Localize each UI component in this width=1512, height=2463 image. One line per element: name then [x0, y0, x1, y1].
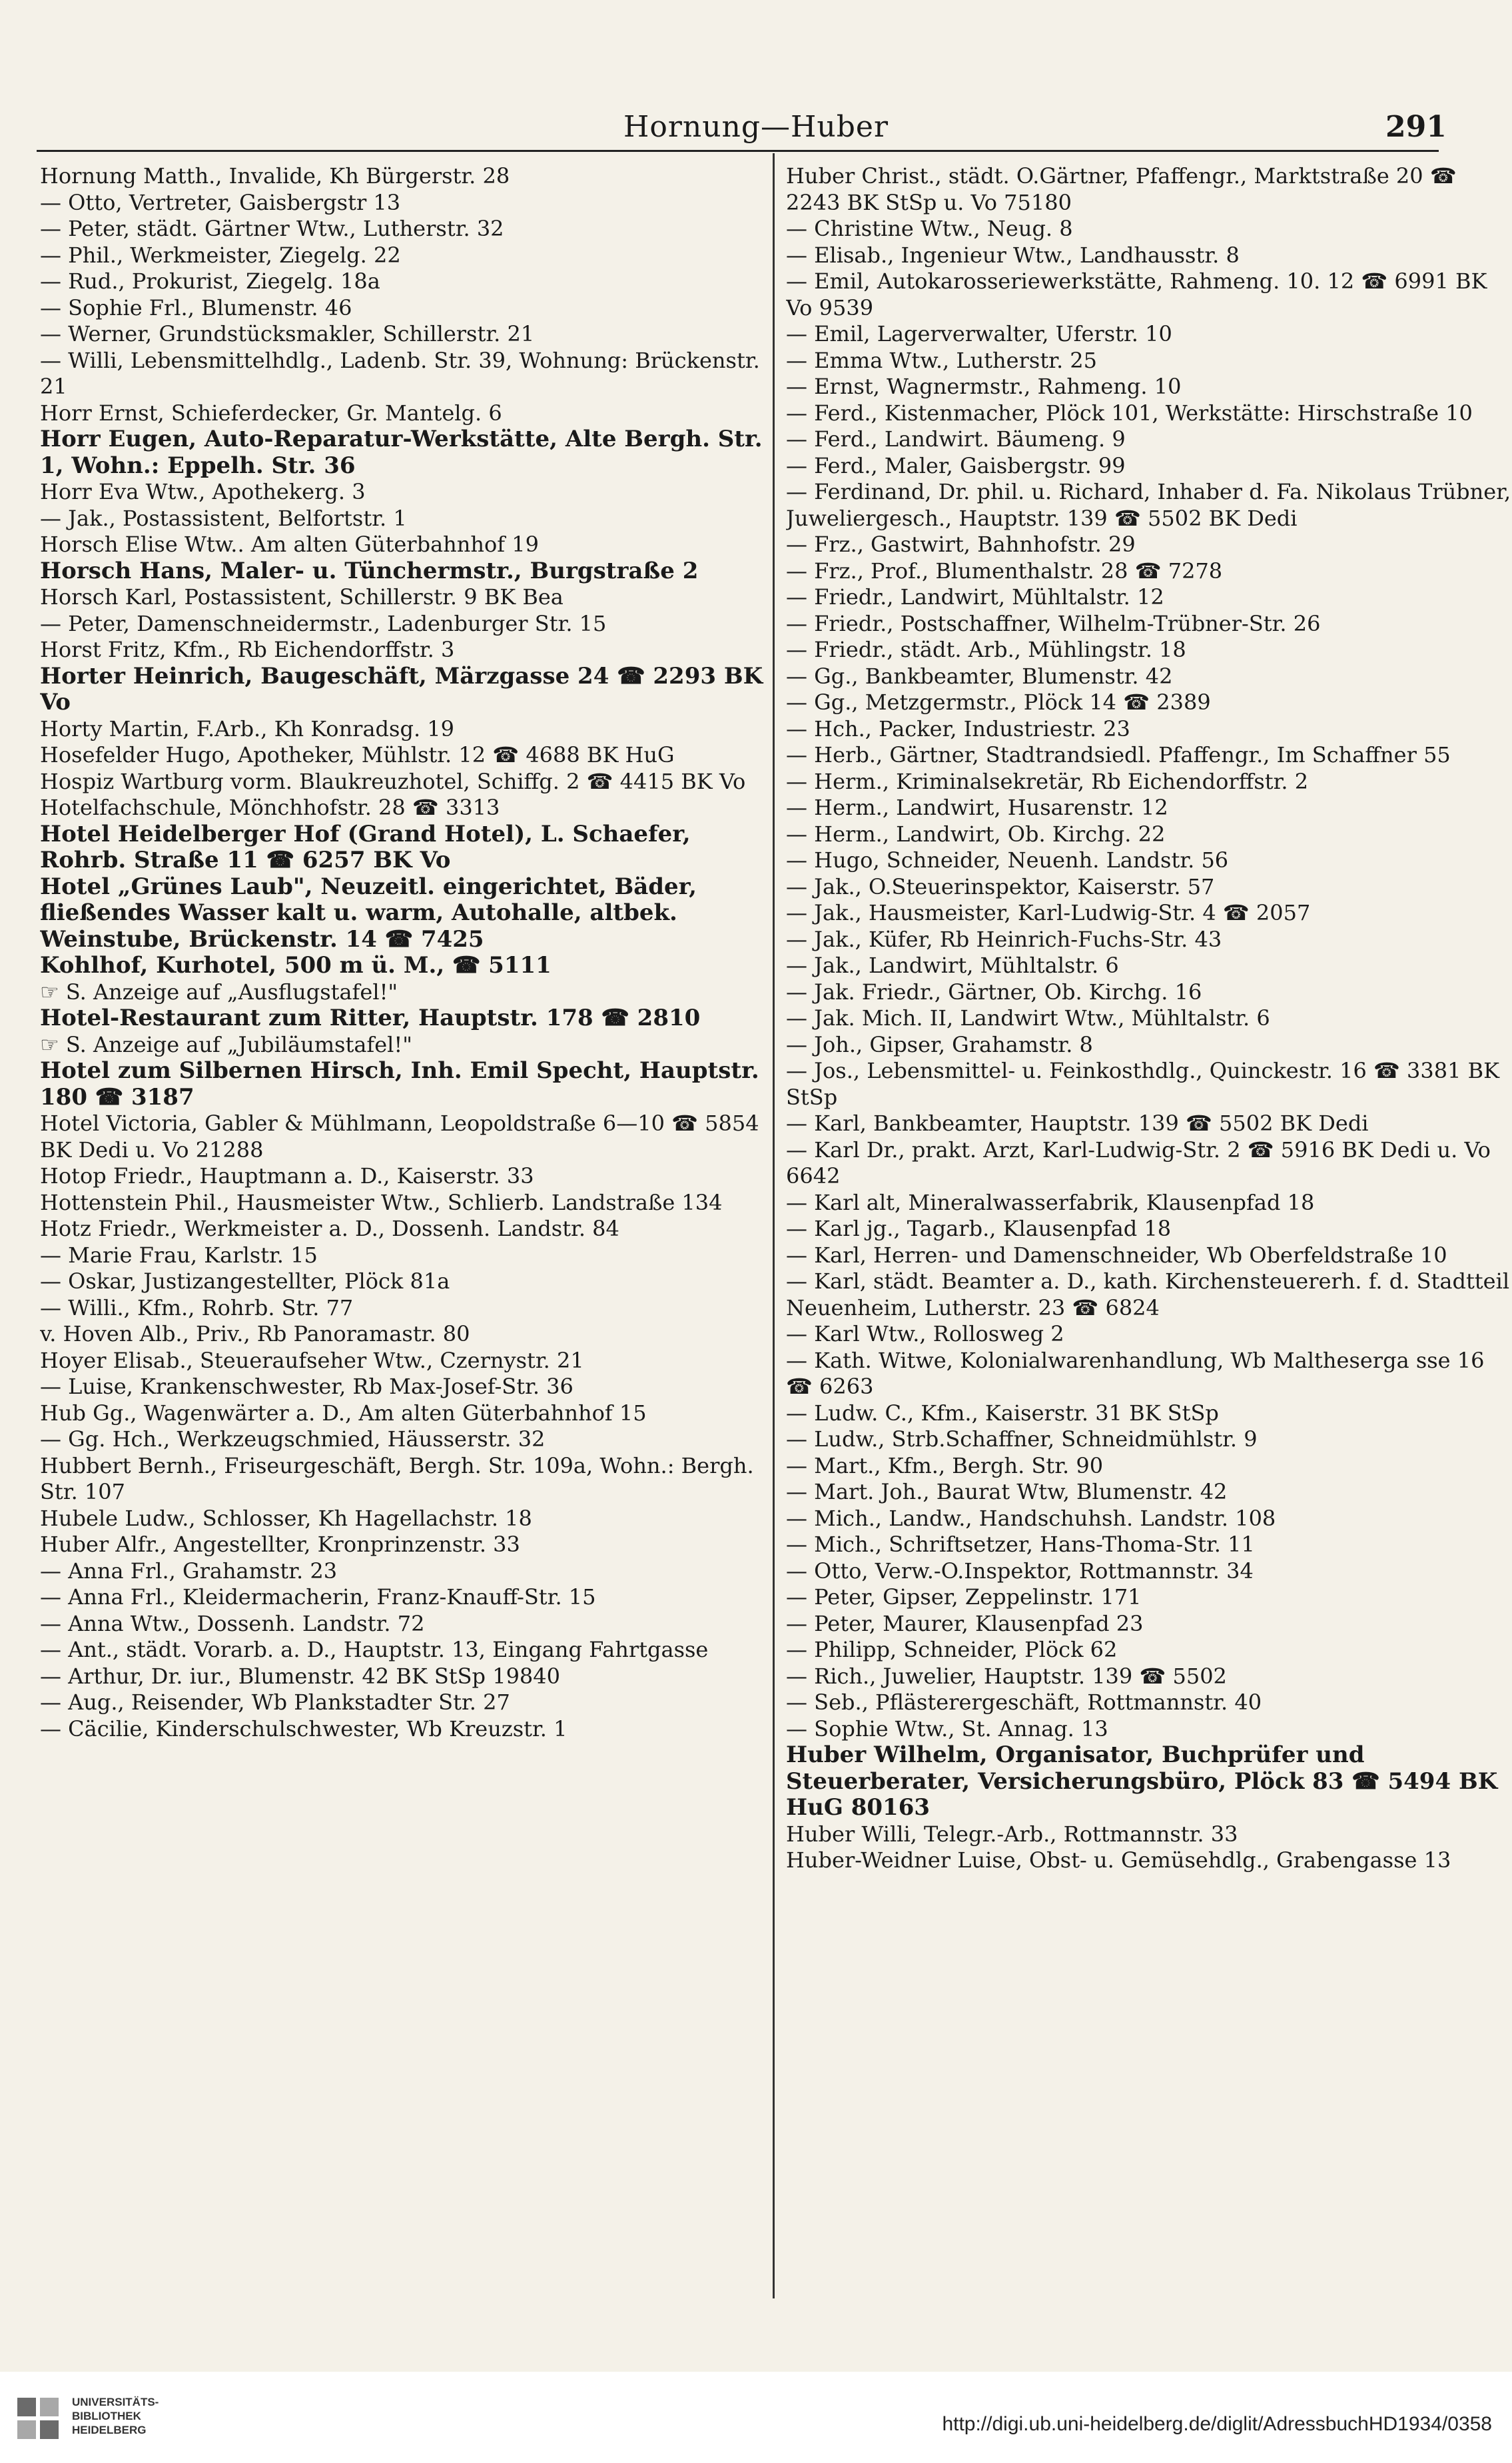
directory-entry: Horter Heinrich, Baugeschäft, Märzgasse 24 ☎ 2293 BK Vo — [40, 663, 763, 716]
directory-entry: — Gg., Bankbeamter, Blumenstr. 42 — [786, 663, 1173, 689]
directory-entry: Horr Eugen, Auto-Reparatur-Werkstätte, Alte Bergh. Str. 1, Wohn.: Eppelh. Str. 36 — [40, 426, 763, 479]
directory-entry: — Rud., Prokurist, Ziegelg. 18a — [40, 268, 380, 294]
directory-entry: — Mart., Kfm., Bergh. Str. 90 — [786, 1452, 1104, 1478]
library-logo-text — [72, 2395, 159, 2437]
directory-entry: — Herb., Gärtner, Stadtrandsiedl. Pfaffengr., Im Schaffner 55 — [786, 742, 1451, 767]
directory-entry: Kohlhof, Kurhotel, 500 m ü. M., ☎ 5111 — [40, 953, 552, 979]
directory-entry: — Emil, Lagerverwalter, Uferstr. 10 — [786, 321, 1172, 346]
directory-entry: Hubbert Bernh., Friseurgeschäft, Bergh. Str. 109a, Wohn.: Bergh. Str. 107 — [40, 1452, 754, 1504]
directory-entry: — Kath. Witwe, Kolonialwarenhandlung, Wb Maltheserga sse 16 ☎ 6263 — [786, 1347, 1485, 1399]
directory-entry: — Herm., Landwirt, Ob. Kirchg. 22 — [786, 821, 1166, 847]
directory-entry: — Karl, städt. Beamter a. D., kath. Kirchensteuererh. f. d. Stadtteil Neuenheim, Lutherstr. 23 ☎ 6824 — [786, 1268, 1510, 1320]
directory-entry: — Friedr., städt. Arb., Mühlingstr. 18 — [786, 637, 1186, 662]
page-number: 291 — [1385, 110, 1447, 144]
directory-entry: Horty Martin, F.Arb., Kh Konradsg. 19 — [40, 716, 454, 741]
directory-entry: — Jak., Landwirt, Mühltalstr. 6 — [786, 953, 1119, 978]
directory-entry: — Ludw. C., Kfm., Kaiserstr. 31 BK StSp — [786, 1400, 1219, 1426]
right-column — [786, 163, 1512, 2295]
directory-entry: — Karl, Herren- und Damenschneider, Wb Oberfeldstraße 10 — [786, 1242, 1447, 1268]
directory-entry: Horsch Elise Wtw.. Am alten Güterbahnhof 19 — [40, 532, 539, 557]
footer — [0, 2372, 1512, 2463]
directory-entry: — Joh., Gipser, Grahamstr. 8 — [786, 1031, 1093, 1057]
directory-entry: — Christine Wtw., Neug. 8 — [786, 216, 1073, 241]
directory-entry: — Cäcilie, Kinderschulschwester, Wb Kreuzstr. 1 — [40, 1716, 567, 1741]
directory-entry: — Karl jg., Tagarb., Klausenpfad 18 — [786, 1216, 1172, 1241]
directory-entry: Hubele Ludw., Schlosser, Kh Hagellachstr. 18 — [40, 1505, 532, 1531]
directory-entry: — Karl, Bankbeamter, Hauptstr. 139 ☎ 5502 BK Dedi — [786, 1111, 1369, 1136]
directory-entry: — Philipp, Schneider, Plöck 62 — [786, 1637, 1118, 1662]
directory-entry: Hotel „Grünes Laub", Neuzeitl. eingerichtet, Bäder, fließendes Wasser kalt u. warm, Autohalle, altbek. Weinstube, Brückenstr. 14 ☎ 7425 — [40, 873, 697, 953]
directory-entry: — Jak. Mich. II, Landwirt Wtw., Mühltalstr. 6 — [786, 1005, 1270, 1031]
logo-line: HEIDELBERG — [72, 2424, 147, 2436]
library-logo-icon — [15, 2395, 61, 2442]
directory-entry: — Jak., Postassistent, Belfortstr. 1 — [40, 505, 407, 531]
directory-entry: — Karl Dr., prakt. Arzt, Karl-Ludwig-Str. 2 ☎ 5916 BK Dedi u. Vo 6642 — [786, 1137, 1491, 1189]
directory-entry: — Ferd., Kistenmacher, Plöck 101, Werkstätte: Hirschstraße 10 — [786, 400, 1473, 426]
directory-entry: Horr Ernst, Schieferdecker, Gr. Mantelg. 6 — [40, 400, 502, 426]
directory-entry: — Sophie Wtw., St. Annag. 13 — [786, 1716, 1108, 1741]
directory-entry: — Elisab., Ingenieur Wtw., Landhausstr. 8 — [786, 242, 1240, 268]
directory-entry: — Frz., Gastwirt, Bahnhofstr. 29 — [786, 532, 1136, 557]
directory-entry: ☞ S. Anzeige auf „Ausflugstafel!" — [40, 979, 398, 1005]
directory-entry: — Herm., Kriminalsekretär, Rb Eichendorffstr. 2 — [786, 768, 1309, 794]
directory-entry: — Friedr., Landwirt, Mühltalstr. 12 — [786, 584, 1164, 610]
directory-entry: — Ferd., Maler, Gaisbergstr. 99 — [786, 452, 1126, 478]
directory-entry: — Jak., Hausmeister, Karl-Ludwig-Str. 4 ☎ 2057 — [786, 900, 1311, 925]
directory-entry: Hotel zum Silbernen Hirsch, Inh. Emil Specht, Hauptstr. 180 ☎ 3187 — [40, 1058, 759, 1111]
directory-entry: Huber Willi, Telegr.-Arb., Rottmannstr. 33 — [786, 1821, 1238, 1847]
directory-entry: — Mich., Schriftsetzer, Hans-Thoma-Str. 11 — [786, 1532, 1255, 1557]
directory-entry: Huber Alfr., Angestellter, Kronprinzenstr. 33 — [40, 1532, 520, 1557]
directory-entry: Hornung Matth., Invalide, Kh Bürgerstr. 28 — [40, 163, 510, 189]
directory-entry: — Jak. Friedr., Gärtner, Ob. Kirchg. 16 — [786, 979, 1202, 1005]
directory-entry: Hub Gg., Wagenwärter a. D., Am alten Güterbahnhof 15 — [40, 1400, 647, 1426]
directory-entry: v. Hoven Alb., Priv., Rb Panoramastr. 80 — [40, 1321, 470, 1346]
directory-entry: — Jos., Lebensmittel- u. Feinkosthdlg., Quinckestr. 16 ☎ 3381 BK StSp — [786, 1058, 1500, 1110]
directory-entry: — Anna Wtw., Dossenh. Landstr. 72 — [40, 1610, 425, 1636]
directory-entry: — Aug., Reisender, Wb Plankstadter Str. 27 — [40, 1690, 510, 1715]
directory-entry: Huber Christ., städt. O.Gärtner, Pfaffengr., Marktstraße 20 ☎ 2243 BK StSp u. Vo 75180 — [786, 163, 1457, 215]
directory-entry: Horsch Karl, Postassistent, Schillerstr. 9 BK Bea — [40, 584, 564, 610]
directory-entry: Hottenstein Phil., Hausmeister Wtw., Schlierb. Landstraße 134 — [40, 1189, 723, 1215]
directory-entry: — Peter, städt. Gärtner Wtw., Lutherstr. 32 — [40, 216, 504, 241]
directory-entry: ☞ S. Anzeige auf „Jubiläumstafel!" — [40, 1031, 412, 1057]
directory-entry: Hotop Friedr., Hauptmann a. D., Kaiserstr. 33 — [40, 1163, 534, 1189]
directory-entry: — Mart. Joh., Baurat Wtw, Blumenstr. 42 — [786, 1479, 1228, 1504]
header-rule — [37, 150, 1439, 152]
directory-entry: — Anna Frl., Grahamstr. 23 — [40, 1558, 338, 1584]
directory-entry: — Herm., Landwirt, Husarenstr. 12 — [786, 795, 1168, 820]
directory-entry: Horsch Hans, Maler- u. Tünchermstr., Burgstraße 2 — [40, 558, 699, 584]
directory-entry: Hotel-Restaurant zum Ritter, Hauptstr. 178 ☎ 2810 — [40, 1005, 701, 1031]
directory-entry: — Werner, Grundstücksmakler, Schillerstr. 21 — [40, 321, 535, 346]
directory-entry: Hotelfachschule, Mönchhofstr. 28 ☎ 3313 — [40, 795, 500, 820]
directory-entry: — Peter, Gipser, Zeppelinstr. 171 — [786, 1584, 1142, 1610]
directory-entry: — Frz., Prof., Blumenthalstr. 28 ☎ 7278 — [786, 558, 1223, 584]
directory-entry: Hospiz Wartburg vorm. Blaukreuzhotel, Schiffg. 2 ☎ 4415 BK Vo — [40, 768, 746, 794]
directory-entry: — Mich., Landw., Handschuhsh. Landstr. 108 — [786, 1505, 1276, 1531]
directory-entry: — Otto, Vertreter, Gaisbergstr 13 — [40, 189, 401, 215]
directory-entry: — Peter, Maurer, Klausenpfad 23 — [786, 1610, 1144, 1636]
directory-entry: Hotel Victoria, Gabler & Mühlmann, Leopoldstraße 6—10 ☎ 5854 BK Dedi u. Vo 21288 — [40, 1111, 759, 1163]
directory-entry: Huber-Weidner Luise, Obst- u. Gemüsehdlg., Grabengasse 13 — [786, 1847, 1451, 1873]
directory-entry: — Seb., Pflästerergeschäft, Rottmannstr. 40 — [786, 1690, 1262, 1715]
directory-entry: — Ernst, Wagnermstr., Rahmeng. 10 — [786, 374, 1182, 399]
directory-entry: Hosefelder Hugo, Apotheker, Mühlstr. 12 ☎ 4688 BK HuG — [40, 742, 675, 767]
directory-entry: — Ferd., Landwirt. Bäumeng. 9 — [786, 426, 1126, 452]
source-url-link[interactable]: http://digi.ub.uni-heidelberg.de/diglit/AdressbuchHD1934/0358 — [942, 2413, 1492, 2435]
directory-entry: — Hugo, Schneider, Neuenh. Landstr. 56 — [786, 847, 1229, 873]
directory-entry: — Oskar, Justizangestellter, Plöck 81a — [40, 1268, 450, 1294]
directory-entry: — Hch., Packer, Industriestr. 23 — [786, 716, 1130, 741]
directory-entry: — Ludw., Strb.Schaffner, Schneidmühlstr. 9 — [786, 1426, 1258, 1452]
directory-entry: — Ant., städt. Vorarb. a. D., Hauptstr. 13, Eingang Fahrtgasse — [40, 1637, 709, 1662]
logo-line: UNIVERSITÄTS- — [72, 2396, 159, 2408]
directory-entry: Hotz Friedr., Werkmeister a. D., Dossenh. Landstr. 84 — [40, 1216, 619, 1241]
directory-entry: Horst Fritz, Kfm., Rb Eichendorffstr. 3 — [40, 637, 455, 662]
directory-entry: — Peter, Damenschneidermstr., Ladenburger Str. 15 — [40, 610, 607, 636]
directory-entry: — Friedr., Postschaffner, Wilhelm-Trübner-Str. 26 — [786, 610, 1321, 636]
directory-entry: — Willi., Kfm., Rohrb. Str. 77 — [40, 1294, 354, 1320]
directory-entry: — Sophie Frl., Blumenstr. 46 — [40, 294, 352, 320]
directory-entry: — Karl Wtw., Rollosweg 2 — [786, 1321, 1064, 1346]
directory-entry: Hotel Heidelberger Hof (Grand Hotel), L. Schaefer, Rohrb. Straße 11 ☎ 6257 BK Vo — [40, 821, 691, 873]
directory-entry: — Ferdinand, Dr. phil. u. Richard, Inhaber d. Fa. Nikolaus Trübner, Juweliergesch., Hauptstr. 139 ☎ 5502 BK Dedi — [786, 479, 1511, 531]
directory-entry: — Gg. Hch., Werkzeugschmied, Häusserstr. 32 — [40, 1426, 546, 1452]
directory-entry: Hoyer Elisab., Steueraufseher Wtw., Czernystr. 21 — [40, 1347, 584, 1373]
running-head: Hornung—Huber — [623, 110, 889, 144]
directory-entry: — Emma Wtw., Lutherstr. 25 — [786, 347, 1098, 373]
left-column — [40, 163, 769, 2295]
directory-entry: — Arthur, Dr. iur., Blumenstr. 42 BK StSp 19840 — [40, 1663, 560, 1689]
directory-entry: — Gg., Metzgermstr., Plöck 14 ☎ 2389 — [786, 690, 1211, 715]
directory-entry: Huber Wilhelm, Organisator, Buchprüfer und Steuerberater, Versicherungsbüro, Plöck 83 ☎ 5494 BK HuG 80163 — [786, 1742, 1498, 1821]
directory-entry: — Luise, Krankenschwester, Rb Max-Josef-Str. 36 — [40, 1374, 573, 1399]
directory-entry: — Phil., Werkmeister, Ziegelg. 22 — [40, 242, 401, 268]
directory-entry: — Willi, Lebensmittelhdlg., Ladenb. Str. 39, Wohnung: Brückenstr. 21 — [40, 347, 760, 399]
directory-entry: Horr Eva Wtw., Apothekerg. 3 — [40, 479, 366, 504]
column-divider — [773, 153, 775, 2298]
directory-entry: — Jak., O.Steuerinspektor, Kaiserstr. 57 — [786, 873, 1215, 899]
directory-entry: — Otto, Verw.-O.Inspektor, Rottmannstr. 34 — [786, 1558, 1254, 1584]
logo-line: BIBLIOTHEK — [72, 2410, 141, 2422]
directory-entry: — Marie Frau, Karlstr. 15 — [40, 1242, 318, 1268]
directory-entry: — Emil, Autokarosseriewerkstätte, Rahmeng. 10. 12 ☎ 6991 BK Vo 9539 — [786, 268, 1487, 320]
directory-entry: — Rich., Juwelier, Hauptstr. 139 ☎ 5502 — [786, 1663, 1227, 1689]
directory-entry: — Karl alt, Mineralwasserfabrik, Klausenpfad 18 — [786, 1189, 1315, 1215]
directory-entry: — Jak., Küfer, Rb Heinrich-Fuchs-Str. 43 — [786, 926, 1222, 952]
directory-entry: — Anna Frl., Kleidermacherin, Franz-Knauff-Str. 15 — [40, 1584, 596, 1610]
